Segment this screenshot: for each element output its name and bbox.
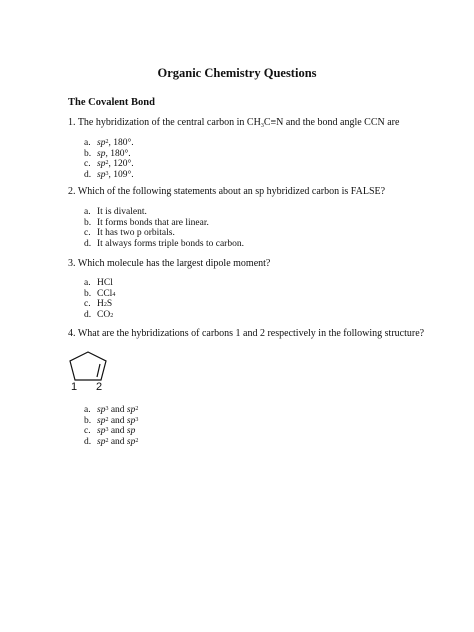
option-subscript: 2 [103, 302, 107, 308]
option-superscript: 3 [105, 170, 109, 177]
option-text: , 109°. [108, 169, 134, 180]
option-text: It has two p orbitals. [97, 228, 175, 238]
option-text: and [108, 415, 127, 426]
option-letter: b. [84, 288, 92, 299]
option [84, 138, 134, 149]
option-letter: a. [84, 138, 91, 148]
option [84, 310, 115, 321]
option-text: , 120°. [108, 159, 134, 169]
option [84, 149, 134, 160]
section-heading: The Covalent Bond [68, 97, 155, 108]
question-2-options [84, 207, 244, 249]
option [84, 239, 244, 250]
option-text: and [108, 436, 127, 447]
option-formula: CCl [97, 288, 113, 299]
option-superscript: 3 [105, 406, 109, 412]
option [84, 207, 244, 218]
option-hybrid: sp [97, 426, 106, 436]
option-letter: c. [84, 426, 91, 436]
option-superscript: 3 [105, 427, 109, 433]
option [84, 426, 138, 437]
option-letter: d. [84, 436, 92, 447]
option-letter: a. [84, 207, 91, 217]
option-text: and [108, 426, 127, 436]
question-4-options [84, 405, 138, 447]
question-1-text: 1. The hybridization of the central carbon in CH [68, 117, 261, 128]
question-3-options [84, 278, 115, 320]
option [84, 405, 138, 416]
option-hybrid: sp [97, 159, 106, 169]
option-superscript: 3 [135, 416, 139, 423]
option-hybrid: sp [126, 426, 136, 436]
option [84, 228, 244, 239]
option-letter: c. [84, 228, 91, 238]
option-hybrid: sp [97, 415, 106, 426]
carbon-1-label: 1 [71, 381, 78, 390]
option [84, 416, 138, 427]
option-superscript: 2 [105, 139, 109, 145]
option-letter: b. [84, 217, 92, 228]
ring-outline [70, 352, 106, 380]
double-bond-line [97, 364, 100, 377]
question-1-text-tail: C≡N and the bond angle CCN are [263, 117, 400, 128]
option-superscript: 2 [105, 160, 109, 166]
option-text: and [108, 405, 127, 415]
option-text: It forms bonds that are linear. [97, 217, 209, 228]
question-4: 4. What are the hybridizations of carbons 1 and 2 respectively in the following structure? [68, 328, 425, 339]
option-letter: d. [84, 169, 92, 180]
question-1-subscript: 3 [260, 123, 264, 129]
option-superscript: 2 [105, 416, 109, 423]
option [84, 159, 134, 170]
option-letter: c. [84, 159, 91, 169]
option [84, 170, 134, 181]
option [84, 218, 244, 229]
option-hybrid: sp [97, 169, 106, 180]
option-letter: a. [84, 405, 91, 415]
option-letter: d. [84, 238, 92, 249]
option-hybrid: sp [97, 138, 106, 148]
question-3: 3. Which molecule has the largest dipole moment? [68, 258, 271, 269]
option [84, 278, 115, 289]
option-letter: c. [84, 299, 91, 309]
option-text: , 180°. [105, 148, 131, 159]
option [84, 437, 138, 448]
question-1-options [84, 138, 134, 180]
page-title: Organic Chemistry Questions [157, 66, 317, 80]
option-hybrid: sp [126, 405, 136, 415]
option-formula: H [97, 299, 104, 309]
option-hybrid: sp [97, 148, 106, 159]
option-subscript: 2 [110, 312, 114, 319]
option-text: It always forms triple bonds to carbon. [97, 238, 244, 249]
option-superscript: 2 [135, 406, 139, 412]
option-superscript: 2 [105, 437, 109, 444]
option-formula: CO [97, 309, 111, 320]
carbon-2-label: 2 [96, 381, 103, 390]
option-letter: a. [84, 278, 91, 288]
option-text: It is divalent. [97, 207, 147, 217]
option-letter: b. [84, 148, 92, 159]
option-letter: b. [84, 415, 92, 426]
option-superscript: 2 [135, 437, 139, 444]
option-text: , 180°. [108, 138, 134, 148]
option-hybrid: sp [126, 436, 136, 447]
option-hybrid: sp [97, 405, 106, 415]
cyclopentene-structure [64, 348, 116, 390]
question-2: 2. Which of the following statements about an sp hybridized carbon is FALSE? [68, 186, 386, 197]
option [84, 299, 115, 310]
option-hybrid: sp [97, 436, 106, 447]
option-subscript: 4 [112, 291, 116, 298]
option-formula-tail: S [106, 299, 113, 309]
option-formula: HCl [97, 278, 113, 288]
option-letter: d. [84, 309, 92, 320]
question-1 [68, 117, 399, 128]
option-hybrid: sp [126, 415, 136, 426]
option [84, 289, 115, 300]
